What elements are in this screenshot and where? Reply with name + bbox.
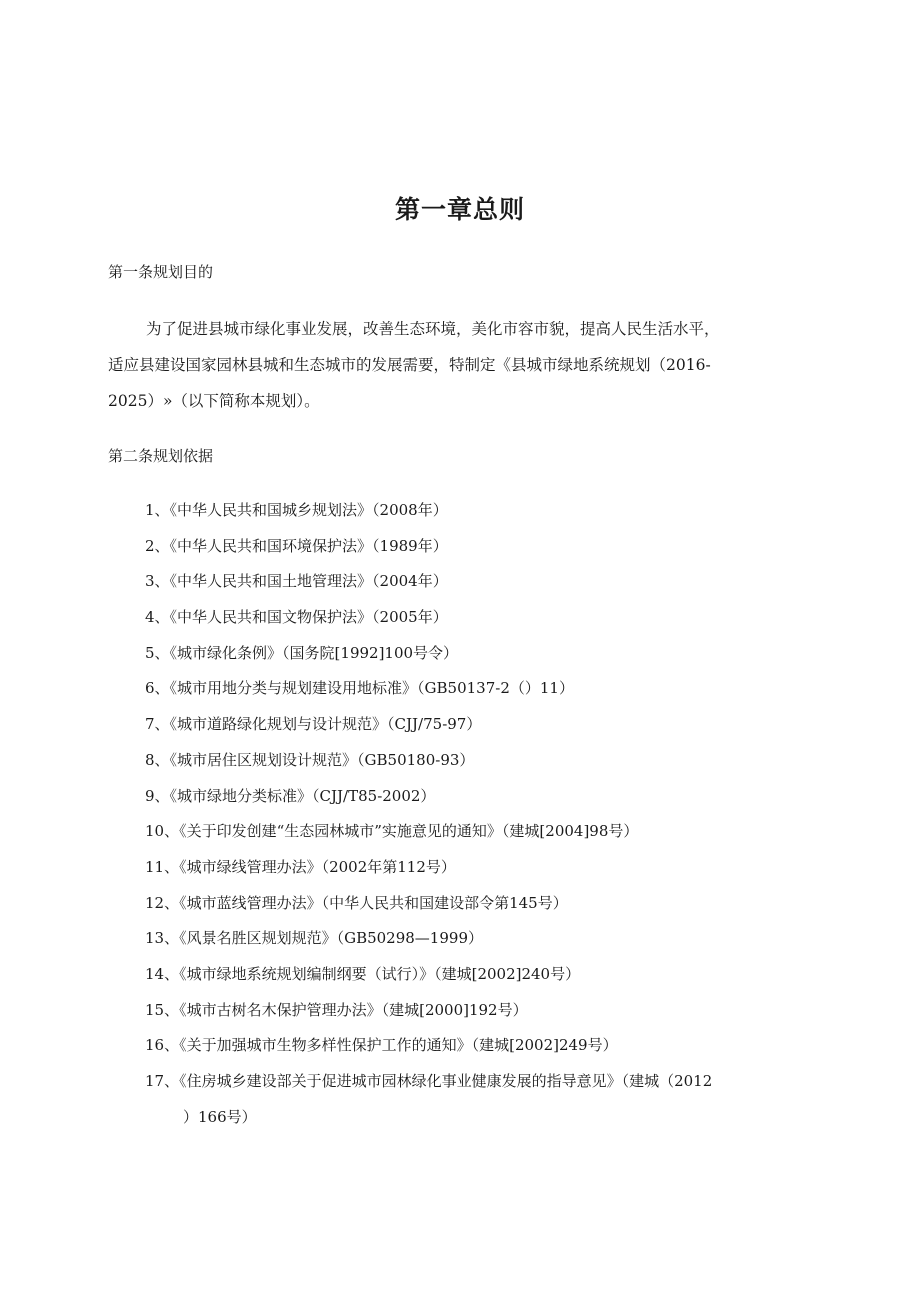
reference-item: 12、《城市蓝线管理办法》（中华人民共和国建设部令第145号） xyxy=(145,893,568,912)
reference-item: 3、《中华人民共和国土地管理法》（2004年） xyxy=(145,572,448,591)
reference-item: 4、《中华人民共和国文物保护法》（2005年） xyxy=(145,608,448,627)
reference-item: 1、《中华人民共和国城乡规划法》（2008年） xyxy=(145,501,448,519)
reference-item: 5、《城市绿化条例》（国务院[1992]100号令） xyxy=(145,643,459,662)
reference-item: 9、《城市绿地分类标准》（CJJ/T85-2002） xyxy=(145,786,436,805)
chapter-title: 第一章总则 xyxy=(394,195,525,224)
article-1-heading: 第一条规划目的 xyxy=(108,263,214,281)
reference-item-line-1: 17、《住房城乡建设部关于促进城市园林绿化事业健康发展的指导意见》（建城（2012 xyxy=(145,1072,713,1090)
paragraph-line: 2025）»（以下简称本规划）。 xyxy=(108,392,320,410)
reference-item: 10、《关于印发创建“生态园林城市”实施意见的通知》（建城[2004]98号） xyxy=(145,822,639,841)
paragraph-line: 适应县建设国家园林县城和生态城市的发展需要，特制定《县城市绿地系统规划（2016- xyxy=(108,356,711,374)
reference-item: 7、《城市道路绿化规划与设计规范》（CJJ/75-97） xyxy=(145,715,482,734)
reference-item: 2、《中华人民共和国环境保护法》（1989年） xyxy=(145,536,448,555)
reference-item: 15、《城市古树名木保护管理办法》（建城[2000]192号） xyxy=(145,1000,528,1019)
reference-item: 13、《风景名胜区规划规范》（GB50298—1999） xyxy=(145,929,483,948)
reference-item xyxy=(145,1064,805,1135)
reference-list xyxy=(145,493,805,1135)
reference-item-line-2: ）166号） xyxy=(183,1107,257,1126)
reference-item: 14、《城市绿地系统规划编制纲要（试行）》（建城[2002]240号） xyxy=(145,964,581,983)
article-1-paragraph xyxy=(108,311,808,419)
reference-item: 8、《城市居住区规划设计规范》（GB50180-93） xyxy=(145,750,475,769)
article-2-heading: 第二条规划依据 xyxy=(108,447,214,465)
paragraph-line: 为了促进县城市绿化事业发展，改善生态环境，美化市容市貌，提高人民生活水平， xyxy=(146,320,720,338)
reference-item: 6、《城市用地分类与规划建设用地标准》（GB50137-2（）11） xyxy=(145,679,574,698)
reference-item: 16、《关于加强城市生物多样性保护工作的通知》（建城[2002]249号） xyxy=(145,1036,618,1055)
reference-item: 11、《城市绿线管理办法》（2002年第112号） xyxy=(145,857,456,876)
